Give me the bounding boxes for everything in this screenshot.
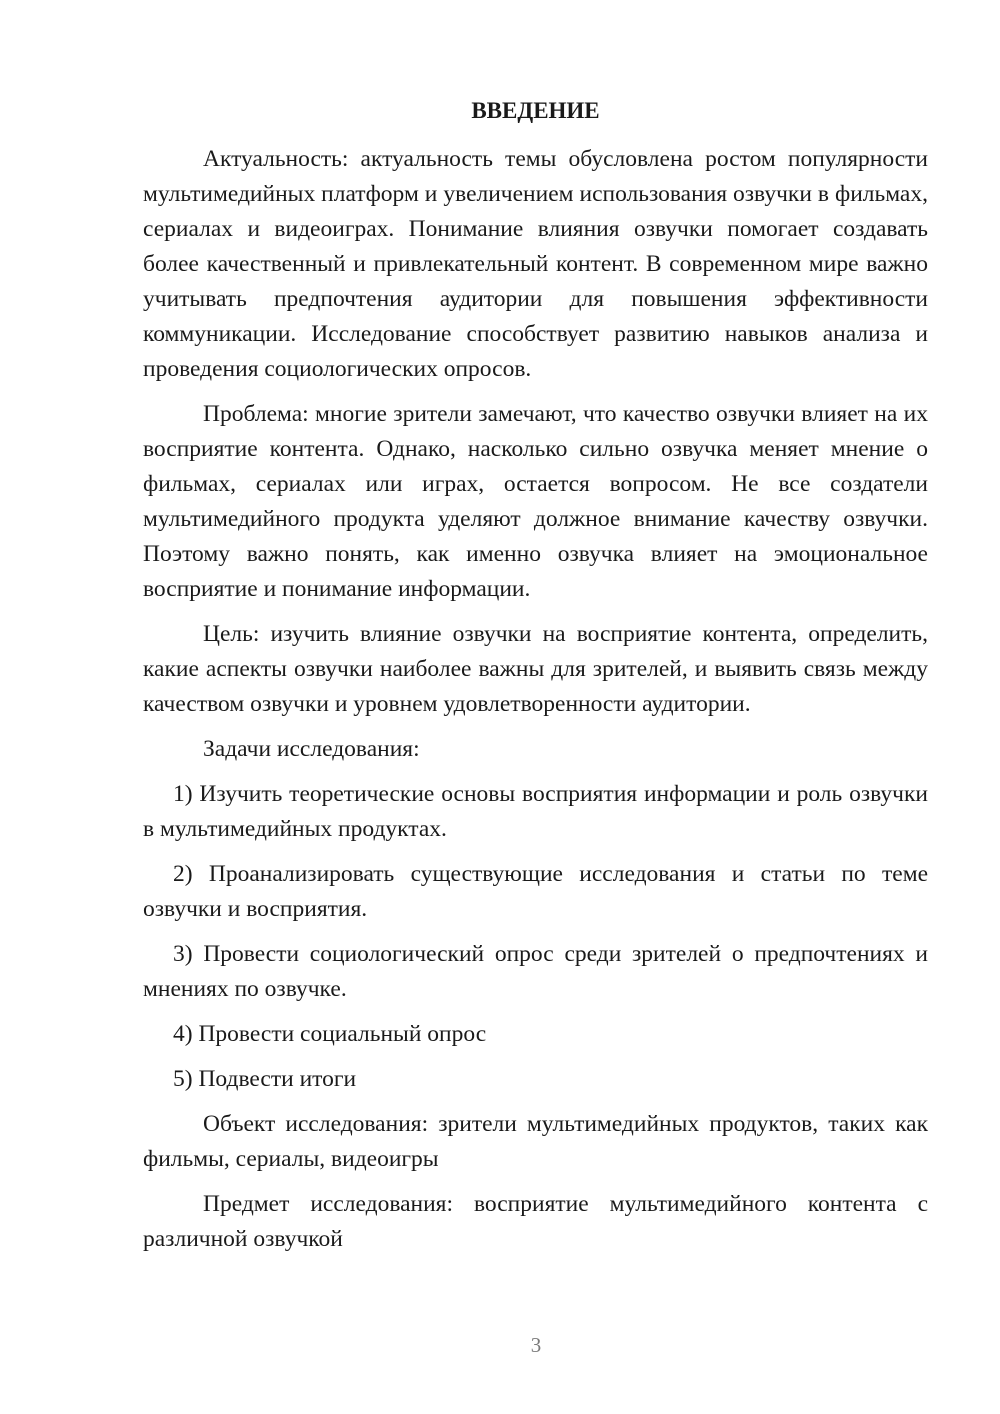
paragraph-subject: Предмет исследования: восприятие мультимедийного контента с различной озвучкой [143,1191,928,1252]
tasks-heading: Задачи исследования: [203,736,420,762]
task-item-2: 2) Проанализировать существующие исследования и статьи по теме озвучки и восприятия. [143,861,928,922]
task-item-1: 1) Изучить теоретические основы восприятия информации и роль озвучки в мультимедийных продуктах. [143,781,928,842]
paragraph-problem: Проблема: многие зрители замечают, что качество озвучки влияет на их восприятие контента. Однако, насколько сильно озвучка меняет мнение о фильмах, сериалах или играх, остается вопросом. Не все создатели мультимедийного продукта уделяют должное внимание качеству озвучки. Поэтому важно понять, как именно озвучка влияет на эмоциональное восприятие и понимание информации. [143,401,928,602]
page-content [143,94,928,1267]
paragraph-relevance: Актуальность: актуальность темы обусловлена ростом популярности мультимедийных платформ и увеличением использования озвучки в фильмах, сериалах и видеоиграх. Понимание влияния озвучки помогает создавать более качественный и привлекательный контент. В современном мире важно учитывать предпочтения аудитории для повышения эффективности коммуникации. Исследование способствует развитию навыков анализа и проведения социологических опросов. [143,146,928,382]
task-item-5: 5) Подвести итоги [173,1066,357,1092]
section-title: ВВЕДЕНИЕ [471,98,600,123]
task-item-3: 3) Провести социологический опрос среди зрителей о предпочтениях и мнениях по озвучке. [143,941,928,1002]
paragraph-object: Объект исследования: зрители мультимедийных продуктов, таких как фильмы, сериалы, видеоигры [143,1111,928,1172]
paragraph-goal: Цель: изучить влияние озвучки на восприятие контента, определить, какие аспекты озвучки наиболее важны для зрителей, и выявить связь между качеством озвучки и уровнем удовлетворенности аудитории. [143,621,928,717]
task-item-4: 4) Провести социальный опрос [173,1021,487,1047]
page-number: 3 [530,1333,542,1357]
